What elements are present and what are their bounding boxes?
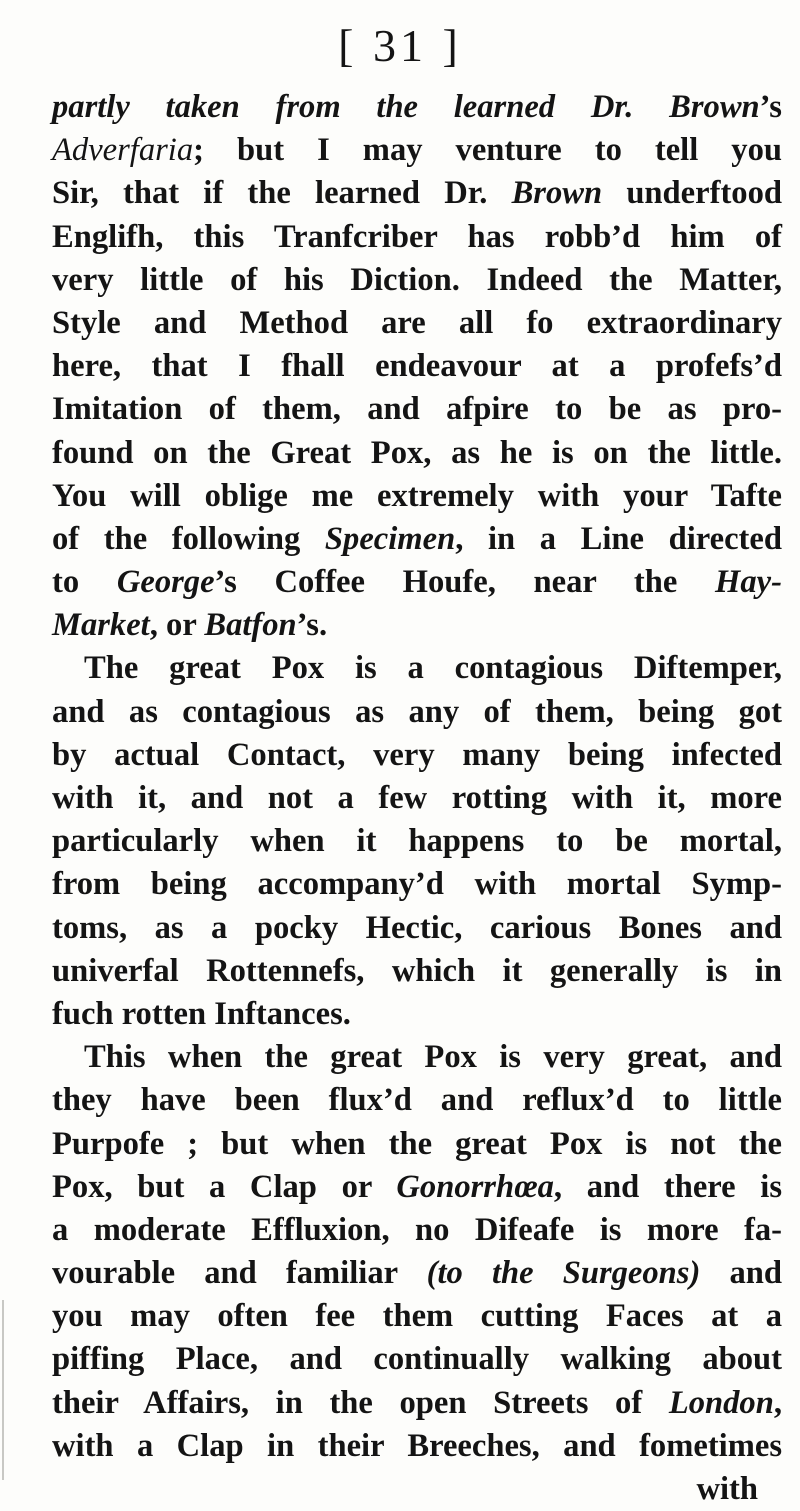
text-line [52,388,782,431]
text-line [52,216,782,259]
text-run: from being accompany’d with mortal Symp- [52,866,782,903]
text-run: they have been flux’d and reflux’d to little [52,1082,782,1119]
text-line [52,129,782,172]
text-line [52,1338,782,1381]
text-line [52,1252,782,1295]
italic-text: (to the Surgeons) [426,1255,701,1292]
text-line [52,863,782,906]
text-run: Pox, but a Clap or [52,1168,397,1205]
italic-text: George [116,564,215,601]
text-run: You will oblige me extremely with your Tafte [52,477,782,514]
text-run: piffing Place, and continually walking about [52,1341,782,1378]
text-line [52,1425,782,1468]
text-run: ; but I may venture to tell you [193,132,782,169]
text-line [52,734,782,777]
italic-text: Batfon [204,607,297,644]
text-line [52,561,782,604]
text-line [52,1079,782,1122]
text-line [52,1295,782,1338]
page-edge-shadow [2,1300,4,1480]
text-run: Purpofe ; but when the great Pox is not the [52,1125,782,1162]
text-line [52,647,782,690]
text-run: ’s. [296,607,328,644]
text-run: vourable and familiar [52,1255,427,1292]
text-run: ’s Coffee Houfe, near the [214,564,716,601]
text-run: The great Pox is a contagious Diftemper, [84,650,782,687]
text-line [52,475,782,518]
text-run: , in a Line directed [455,520,782,557]
text-run: toms, as a pocky Hectic, carious Bones and [52,909,782,946]
text-run: , and there is [553,1168,783,1205]
text-run: univerfal Rottennefs, which it generally is in [52,952,782,989]
text-run: their Affairs, in the open Streets of [52,1384,669,1421]
text-line [52,950,782,993]
text-run: and [700,1255,782,1292]
text-line [52,1123,782,1166]
text-run: fuch rotten Inftances. [52,995,351,1032]
text-line [52,86,782,129]
text-run: with [696,1471,758,1507]
text-line [52,777,782,820]
text-run: to [52,564,117,601]
text-line [52,302,782,345]
text-run: underftood [602,175,782,212]
italic-text: Adverfaria [52,132,194,169]
text-line [52,172,782,215]
text-run: , or [149,607,205,644]
text-run: ’s [759,89,782,125]
text-run: Style and Method are all fo extraordinary [52,304,782,341]
italic-text: Market [52,607,150,644]
text-line [52,345,782,388]
text-run: of the following [52,520,325,557]
text-line [52,432,782,475]
text-run: a moderate Effluxion, no Difeafe is more fa- [52,1211,782,1248]
italic-text: Brown [511,175,603,212]
italic-text: London [668,1384,774,1421]
text-line [52,1382,782,1425]
text-line [52,1166,782,1209]
text-line [52,1036,782,1079]
text-run: , [773,1384,782,1421]
text-line [52,518,782,561]
text-run: Sir, that if the learned Dr. [52,175,512,212]
text-run: by actual Contact, very many being infected [52,736,782,773]
text-run: very little of his Diction. Indeed the Matter, [52,261,782,298]
text-line [52,820,782,863]
text-line [52,604,782,647]
text-line [52,691,782,734]
text-line [52,907,782,950]
catchword [52,1468,782,1511]
page-number: [ 31 ] [338,20,462,71]
text-line [52,259,782,302]
italic-text: Specimen [324,520,456,557]
text-run: found on the Great Pox, as he is on the little. [52,434,782,471]
italic-text: Hay- [715,564,782,601]
text-run: Englifh, this Tranfcriber has robb’d him of [52,218,782,255]
text-line [52,1209,782,1252]
text-run: This when the great Pox is very great, and [84,1039,782,1076]
text-run: here, that I fhall endeavour at a profefs’d [52,348,782,385]
text-run: Imitation of them, and afpire to be as pro- [52,391,782,428]
text-run: with a Clap in their Breeches, and fometimes [52,1427,782,1464]
text-run: particularly when it happens to be mortal, [52,823,782,860]
text-run: you may often fee them cutting Faces at a [52,1298,782,1335]
text-run: and as contagious as any of them, being got [52,693,782,730]
italic-text: partly taken from the learned Dr. Brown [52,89,760,125]
italic-text: Gonorrhœa [396,1168,554,1205]
text-line [52,993,782,1036]
body-text [52,86,782,1511]
text-run: with it, and not a few rotting with it, more [52,780,782,816]
